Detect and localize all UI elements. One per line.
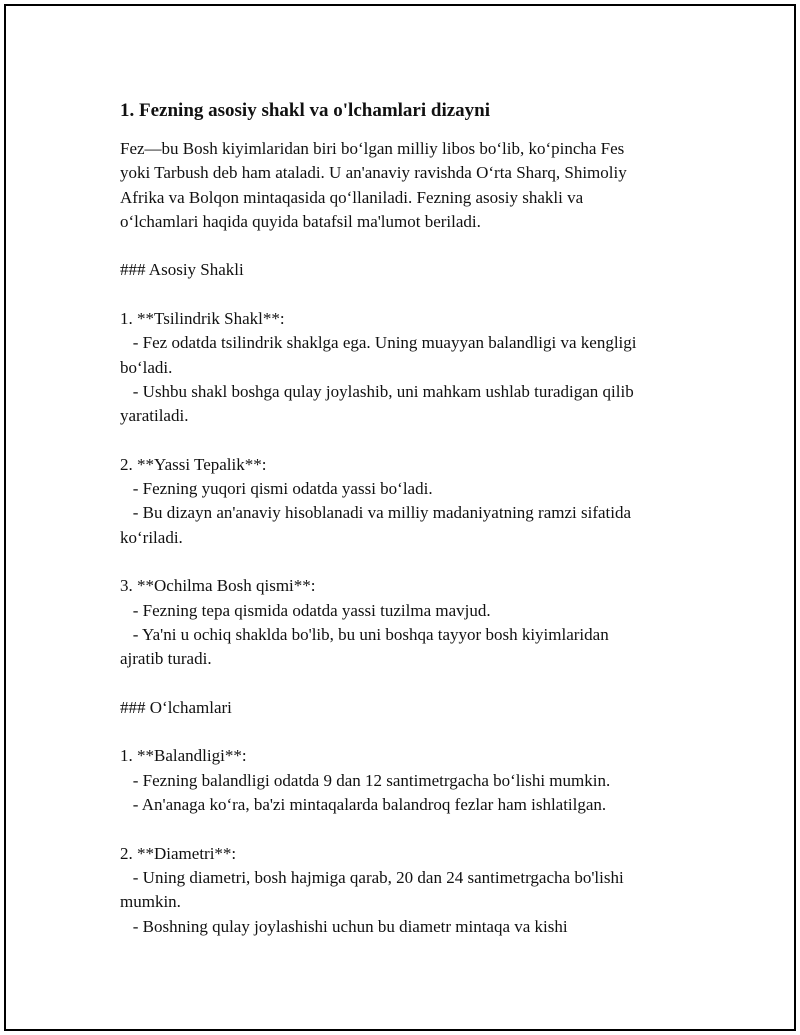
document-body — [120, 97, 700, 939]
text-line: - Uning diametri, bosh hajmiga qarab, 20 dan 24 santimetrgacha bo'lishi — [120, 867, 624, 887]
blank-line — [120, 720, 700, 744]
blank-line — [120, 817, 700, 841]
text-line: ### Oʻlchamlari — [120, 697, 232, 717]
document-text — [120, 137, 700, 939]
blank-line — [120, 283, 700, 307]
text-line: Fez—bu Bosh kiyimlaridan biri boʻlgan milliy libos boʻlib, koʻpincha Fes — [120, 139, 625, 158]
text-line: ajratib turadi. — [120, 649, 212, 669]
text-line: yaratiladi. — [120, 406, 189, 426]
text-line: - An'anaga koʻra, ba'zi mintaqalarda balandroq fezlar ham ishlatilgan. — [120, 795, 607, 815]
text-line: ### Asosiy Shakli — [120, 260, 244, 280]
text-line: mumkin. — [120, 892, 181, 912]
text-line: koʻriladi. — [120, 527, 183, 547]
text-line: - Bu dizayn an'anaviy hisoblanadi va milliy madaniyatning ramzi sifatida — [120, 503, 632, 523]
text-line: - Fezning balandligi odatda 9 dan 12 santimetrgacha boʻlishi mumkin. — [120, 770, 611, 790]
text-line: 2. **Diametri**: — [120, 843, 237, 863]
blank-line — [120, 234, 700, 258]
text-line: - Boshning qulay joylashishi uchun bu diametr mintaqa va kishi — [120, 916, 568, 936]
blank-line — [120, 672, 700, 696]
text-line: boʻladi. — [120, 357, 173, 377]
document-title: 1. Fezning asosiy shakl va o'lchamlari dizayni — [120, 100, 491, 121]
text-line: - Ushbu shakl boshga qulay joylashib, uni mahkam ushlab turadigan qilib — [120, 381, 634, 401]
text-line: oʻlchamlari haqida quyida batafsil ma'lumot beriladi. — [120, 211, 481, 231]
blank-line — [120, 550, 700, 574]
blank-line — [120, 429, 700, 453]
text-line: - Fez odatda tsilindrik shaklga ega. Uning muayyan balandligi va kengligi — [120, 333, 637, 353]
page-frame — [4, 4, 796, 1031]
text-line: 3. **Ochilma Bosh qismi**: — [120, 576, 316, 596]
text-line: - Fezning tepa qismida odatda yassi tuzilma mavjud. — [120, 600, 491, 620]
text-line: yoki Tarbush deb ham ataladi. U an'anaviy ravishda Oʻrta Sharq, Shimoliy — [120, 163, 627, 183]
text-line: - Ya'ni u ochiq shaklda bo'lib, bu uni boshqa tayyor bosh kiyimlaridan — [120, 624, 609, 644]
text-line: Afrika va Bolqon mintaqasida qoʻllaniladi. Fezning asosiy shakli va — [120, 187, 584, 207]
text-line: 1. **Balandligi**: — [120, 746, 247, 766]
text-line: - Fezning yuqori qismi odatda yassi boʻladi. — [120, 479, 433, 499]
text-line: 1. **Tsilindrik Shakl**: — [120, 309, 285, 329]
text-line: 2. **Yassi Tepalik**: — [120, 454, 267, 474]
